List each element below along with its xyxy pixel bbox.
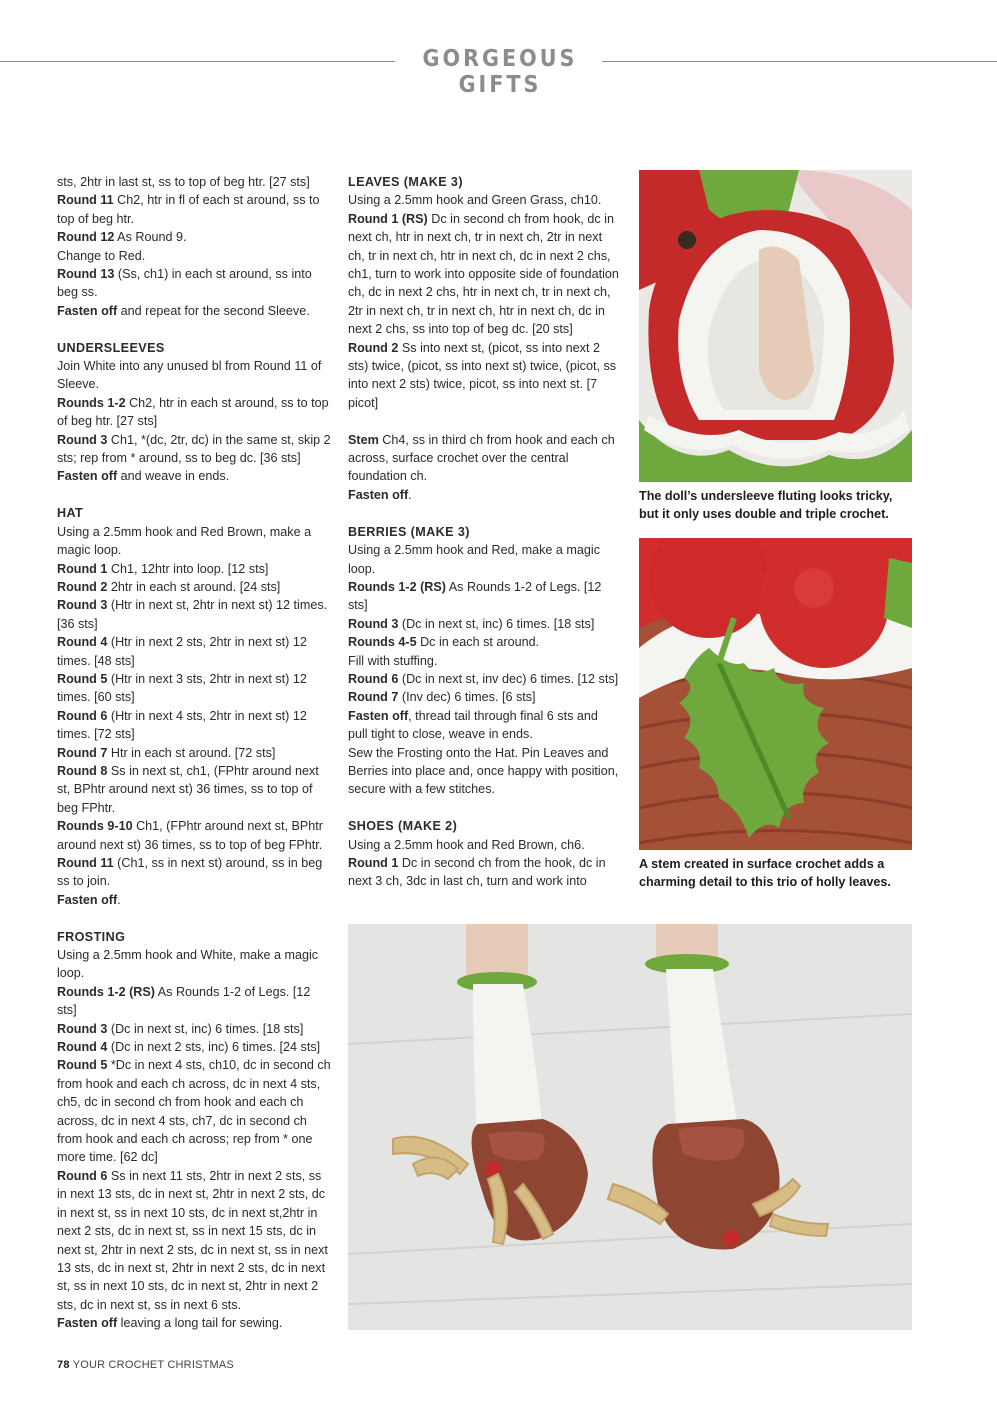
pattern-line xyxy=(57,302,332,320)
header-rule-left xyxy=(0,61,395,62)
pattern-step-label: Round 5 xyxy=(57,671,108,686)
pattern-line xyxy=(57,744,332,762)
pattern-step-label: Round 3 xyxy=(57,432,108,447)
pattern-step-text: Ss into next st, (picot, ss into next 2 sts) twice, (picot, ss into next st) twice, (picot, ss into next 2 sts) twice, picot, ss into next st. [7 picot] xyxy=(348,340,617,410)
pattern-step-label: Round 1 xyxy=(57,561,108,576)
pattern-line xyxy=(57,1020,332,1038)
column-2 xyxy=(348,173,620,891)
pattern-step-text: As Rounds 1-2 of Legs. [12 sts] xyxy=(348,579,602,613)
undersleeve-caption: The doll’s undersleeve fluting looks tricky, but it only uses double and triple crochet. xyxy=(639,489,893,522)
hat-section xyxy=(57,523,332,910)
pattern-step-label: Round 6 xyxy=(57,708,108,723)
pattern-step-label: Fasten off xyxy=(57,303,118,318)
pattern-step-label: Fasten off xyxy=(57,892,118,907)
pattern-step-label: Round 7 xyxy=(57,745,108,760)
pattern-step-text: (Dc in next st, inc) 6 times. [18 sts] xyxy=(398,616,595,631)
pattern-step-text: (Ch1, ss in next st) around, ss in beg ss to join. xyxy=(57,856,323,889)
shoes-photo xyxy=(348,924,912,1330)
pattern-step-text: and weave in ends. xyxy=(117,469,230,484)
pattern-step-text: Change to Red. xyxy=(57,248,146,263)
pattern-step-text: Dc in second ch from hook, dc in next ch, htr in next ch, tr in next ch, 2tr in next ch, tr in next ch, htr in next ch, dc in next 2 chs, ch1, turn to work into opposite side of foundation ch, dc in next 2 chs, htr in next ch, tr in next ch, 2tr in next ch, tr in next ch, htr in next ch, dc in next 2 chs, ss into top of beg dc. [20 sts] xyxy=(348,211,619,337)
pattern-step-text: 2htr in each st around. [24 sts] xyxy=(107,579,281,594)
pattern-step-label: Round 7 xyxy=(348,690,399,705)
pattern-step-text: Ch2, htr in each st around, ss to top of beg htr. [27 sts] xyxy=(57,395,329,429)
holly-photo xyxy=(639,538,912,850)
pattern-step-text: Join White into any unused bl from Round 11 of Sleeve. xyxy=(57,359,322,392)
pattern-step-label: Round 3 xyxy=(348,616,399,631)
pattern-line xyxy=(57,228,332,246)
pattern-step-text: (Dc in next 2 sts, inc) 6 times. [24 sts] xyxy=(107,1040,321,1055)
pattern-line xyxy=(57,357,332,394)
pattern-step-label: Round 5 xyxy=(57,1058,108,1073)
pattern-step-label: Rounds 1-2 (RS) xyxy=(348,579,446,594)
pattern-line xyxy=(57,1038,332,1056)
leaves-section xyxy=(348,191,620,412)
pattern-line xyxy=(57,265,332,302)
pattern-step-text: (Htr in next 4 sts, 2htr in next st) 12 times. [72 sts] xyxy=(57,708,307,742)
pattern-step-text: (Dc in next st, inv dec) 6 times. [12 sts] xyxy=(398,671,619,686)
pattern-step-text: Ch4, ss in third ch from hook and each ch across, surface crochet over the central foundation ch. xyxy=(348,432,615,484)
pattern-step-text: Fill with stuffing. xyxy=(348,653,438,668)
pattern-step-text: Ch1, (FPhtr around next st, BPhtr around next st) 36 times, ss to top of beg FPhtr. xyxy=(57,819,323,852)
pattern-step-label: Rounds 9-10 xyxy=(57,819,133,834)
pattern-step-text: Using a 2.5mm hook and White, make a magic loop. xyxy=(57,948,319,981)
pattern-step-text: (Dc in next st, inc) 6 times. [18 sts] xyxy=(107,1021,304,1036)
pattern-line xyxy=(57,670,332,707)
pattern-step-label: Round 3 xyxy=(57,598,108,613)
pattern-step-label: Round 12 xyxy=(57,230,115,245)
pattern-line xyxy=(348,652,620,670)
page-footer xyxy=(57,1359,234,1371)
pattern-step-label: Round 11 xyxy=(57,193,114,208)
pattern-step-label: Round 2 xyxy=(57,579,108,594)
undersleeves-heading: UNDERSLEEVES xyxy=(57,340,165,355)
pattern-step-text: Ch1, 12htr into loop. [12 sts] xyxy=(107,561,269,576)
pattern-line xyxy=(57,762,332,817)
hat-heading: HAT xyxy=(57,506,84,521)
pattern-step-text: Using a 2.5mm hook and Green Grass, ch10. xyxy=(348,193,602,208)
pattern-step-text: Using a 2.5mm hook and Red Brown, ch6. xyxy=(348,837,585,852)
pattern-line xyxy=(57,173,332,191)
pattern-line xyxy=(57,983,332,1020)
pattern-line xyxy=(57,946,332,983)
sleeve-section xyxy=(57,173,332,320)
magazine-name: YOUR CROCHET CHRISTMAS xyxy=(72,1359,234,1371)
pattern-line xyxy=(57,707,332,744)
pattern-line xyxy=(348,707,620,744)
pattern-step-text: Ch1, *(dc, 2tr, dc) in the same st, skip 2 sts; rep from * around, ss to beg dc. [36 sts] xyxy=(57,432,331,466)
pattern-step-text: (Ss, ch1) in each st around, ss into beg ss. xyxy=(57,267,312,300)
pattern-line xyxy=(348,431,620,486)
pattern-step-text: Htr in each st around. [72 sts] xyxy=(107,745,276,760)
pattern-step-text: Using a 2.5mm hook and Red Brown, make a magic loop. xyxy=(57,524,312,558)
pattern-step-text: (Htr in next 3 sts, 2htr in next st) 12 times. [60 sts] xyxy=(57,671,307,705)
page-number: 78 xyxy=(57,1359,70,1371)
undersleeve-photo xyxy=(639,170,912,482)
pattern-line xyxy=(57,523,332,560)
pattern-line xyxy=(57,633,332,670)
pattern-step-text: Ss in next st, ch1, (FPhtr around next st, BPhtr around next st) 36 times, ss to top of beg FPhtr. xyxy=(57,763,319,815)
pattern-line xyxy=(348,486,620,504)
pattern-step-label: Round 13 xyxy=(57,267,115,282)
pattern-step-label: Round 4 xyxy=(57,1040,108,1055)
pattern-line xyxy=(348,541,620,578)
pattern-line xyxy=(348,744,620,799)
pattern-line xyxy=(57,1056,332,1166)
header-rule-right xyxy=(602,61,997,62)
pattern-step-text: Ch2, htr in fl of each st around, ss to top of beg htr. xyxy=(57,193,320,226)
pattern-step-text: Dc in second ch from the hook, dc in next 3 ch, 3dc in last ch, turn and work into xyxy=(348,855,606,889)
column-1 xyxy=(57,173,332,1333)
pattern-step-label: Fasten off xyxy=(348,487,409,502)
pattern-line xyxy=(57,817,332,854)
pattern-step-label: Rounds 1-2 xyxy=(57,395,126,410)
holly-caption: A stem created in surface crochet adds a charming detail to this trio of holly leaves. xyxy=(639,857,891,890)
frosting-section xyxy=(57,946,332,1333)
pattern-step-label: Round 8 xyxy=(57,763,108,778)
pattern-line xyxy=(348,836,620,854)
pattern-step-label: Stem xyxy=(348,432,379,447)
berries-section xyxy=(348,541,620,799)
pattern-step-text: . xyxy=(408,487,412,502)
pattern-step-text: Using a 2.5mm hook and Red, make a magic loop. xyxy=(348,543,600,576)
pattern-step-text: (Htr in next 2 sts, 2htr in next st) 12 times. [48 sts] xyxy=(57,635,307,668)
pattern-step-label: Rounds 4-5 xyxy=(348,635,417,650)
pattern-line xyxy=(57,578,332,596)
pattern-line xyxy=(57,247,332,265)
pattern-line xyxy=(57,596,332,633)
pattern-step-label: Round 6 xyxy=(57,1168,108,1183)
pattern-step-label: Round 1 xyxy=(348,855,399,870)
pattern-line xyxy=(348,191,620,209)
pattern-line xyxy=(57,560,332,578)
pattern-step-text: Ss in next 11 sts, 2htr in next 2 sts, ss in next 13 sts, dc in next st, 2htr in next 2 sts, dc in next st, ss in next 10 sts, dc in next st,2htr in next 2 sts, dc in next st, ss in next 15 sts, dc in next st, 2htr in next 2 sts, dc in next st, ss in next 13 sts, dc in next st, 2htr in next 2 sts, dc in next st, ss in next 10 sts, dc in next st, 2htr in next 2 sts, dc in next st, ss in next 6 sts. xyxy=(57,1168,328,1312)
undersleeves-section xyxy=(57,357,332,486)
pattern-step-label: Round 11 xyxy=(57,856,114,870)
pattern-line xyxy=(57,1314,332,1332)
pattern-step-text: Sew the Frosting onto the Hat. Pin Leaves and Berries into place and, once happy with position, secure with a few stitches. xyxy=(348,745,619,797)
pattern-step-label: Round 6 xyxy=(348,671,399,686)
pattern-step-label: Round 2 xyxy=(348,340,399,355)
stem-section xyxy=(348,431,620,505)
pattern-line xyxy=(348,210,620,339)
pattern-step-text: Dc in each st around. xyxy=(416,635,540,650)
pattern-line xyxy=(348,633,620,651)
pattern-step-text: As Round 9. xyxy=(114,230,187,245)
page-section-title: GORGEOUS GIFTS xyxy=(422,46,578,98)
pattern-line xyxy=(57,467,332,485)
pattern-step-text: As Rounds 1-2 of Legs. [12 sts] xyxy=(57,984,311,1018)
pattern-line xyxy=(348,339,620,413)
pattern-step-text: leaving a long tail for sewing. xyxy=(117,1316,283,1331)
pattern-step-text: (Htr in next st, 2htr in next st) 12 times. [36 sts] xyxy=(57,598,328,631)
frosting-heading: FROSTING xyxy=(57,929,126,944)
pattern-line xyxy=(348,854,620,891)
leaves-heading: LEAVES (MAKE 3) xyxy=(348,175,463,189)
pattern-step-label: Fasten off xyxy=(57,1316,118,1331)
pattern-line xyxy=(348,688,620,706)
pattern-line xyxy=(348,615,620,633)
pattern-step-text: and repeat for the second Sleeve. xyxy=(117,303,310,318)
pattern-line xyxy=(57,191,332,228)
pattern-step-text: , thread tail through final 6 sts and pull tight to close, weave in ends. xyxy=(348,708,598,742)
pattern-line xyxy=(348,578,620,615)
pattern-step-label: Round 3 xyxy=(57,1021,108,1036)
berries-heading: BERRIES (MAKE 3) xyxy=(348,524,470,539)
pattern-step-text: *Dc in next 4 sts, ch10, dc in second ch from hook and each ch across, dc in next 4 sts, ch5, dc in second ch from hook and each ch across, dc in next 4 sts, ch7, dc in second ch from hook and each ch across; rep from * one more time. [62 dc] xyxy=(57,1058,331,1165)
pattern-step-label: Rounds 1-2 (RS) xyxy=(57,984,155,999)
pattern-line xyxy=(57,1167,332,1314)
pattern-step-text: . xyxy=(117,892,121,907)
pattern-step-label: Round 1 (RS) xyxy=(348,211,428,226)
pattern-step-text: sts, 2htr in last st, ss to top of beg htr. [27 sts] xyxy=(57,175,310,189)
pattern-step-text: (Inv dec) 6 times. [6 sts] xyxy=(398,690,536,705)
pattern-line xyxy=(57,431,332,468)
pattern-step-label: Fasten off xyxy=(348,708,409,723)
pattern-line xyxy=(348,670,620,688)
pattern-line xyxy=(57,854,332,891)
pattern-line xyxy=(57,394,332,431)
pattern-line xyxy=(57,891,332,909)
shoes-heading: SHOES (MAKE 2) xyxy=(348,819,458,834)
pattern-step-label: Fasten off xyxy=(57,469,118,484)
pattern-step-label: Round 4 xyxy=(57,635,108,650)
shoes-section xyxy=(348,836,620,891)
